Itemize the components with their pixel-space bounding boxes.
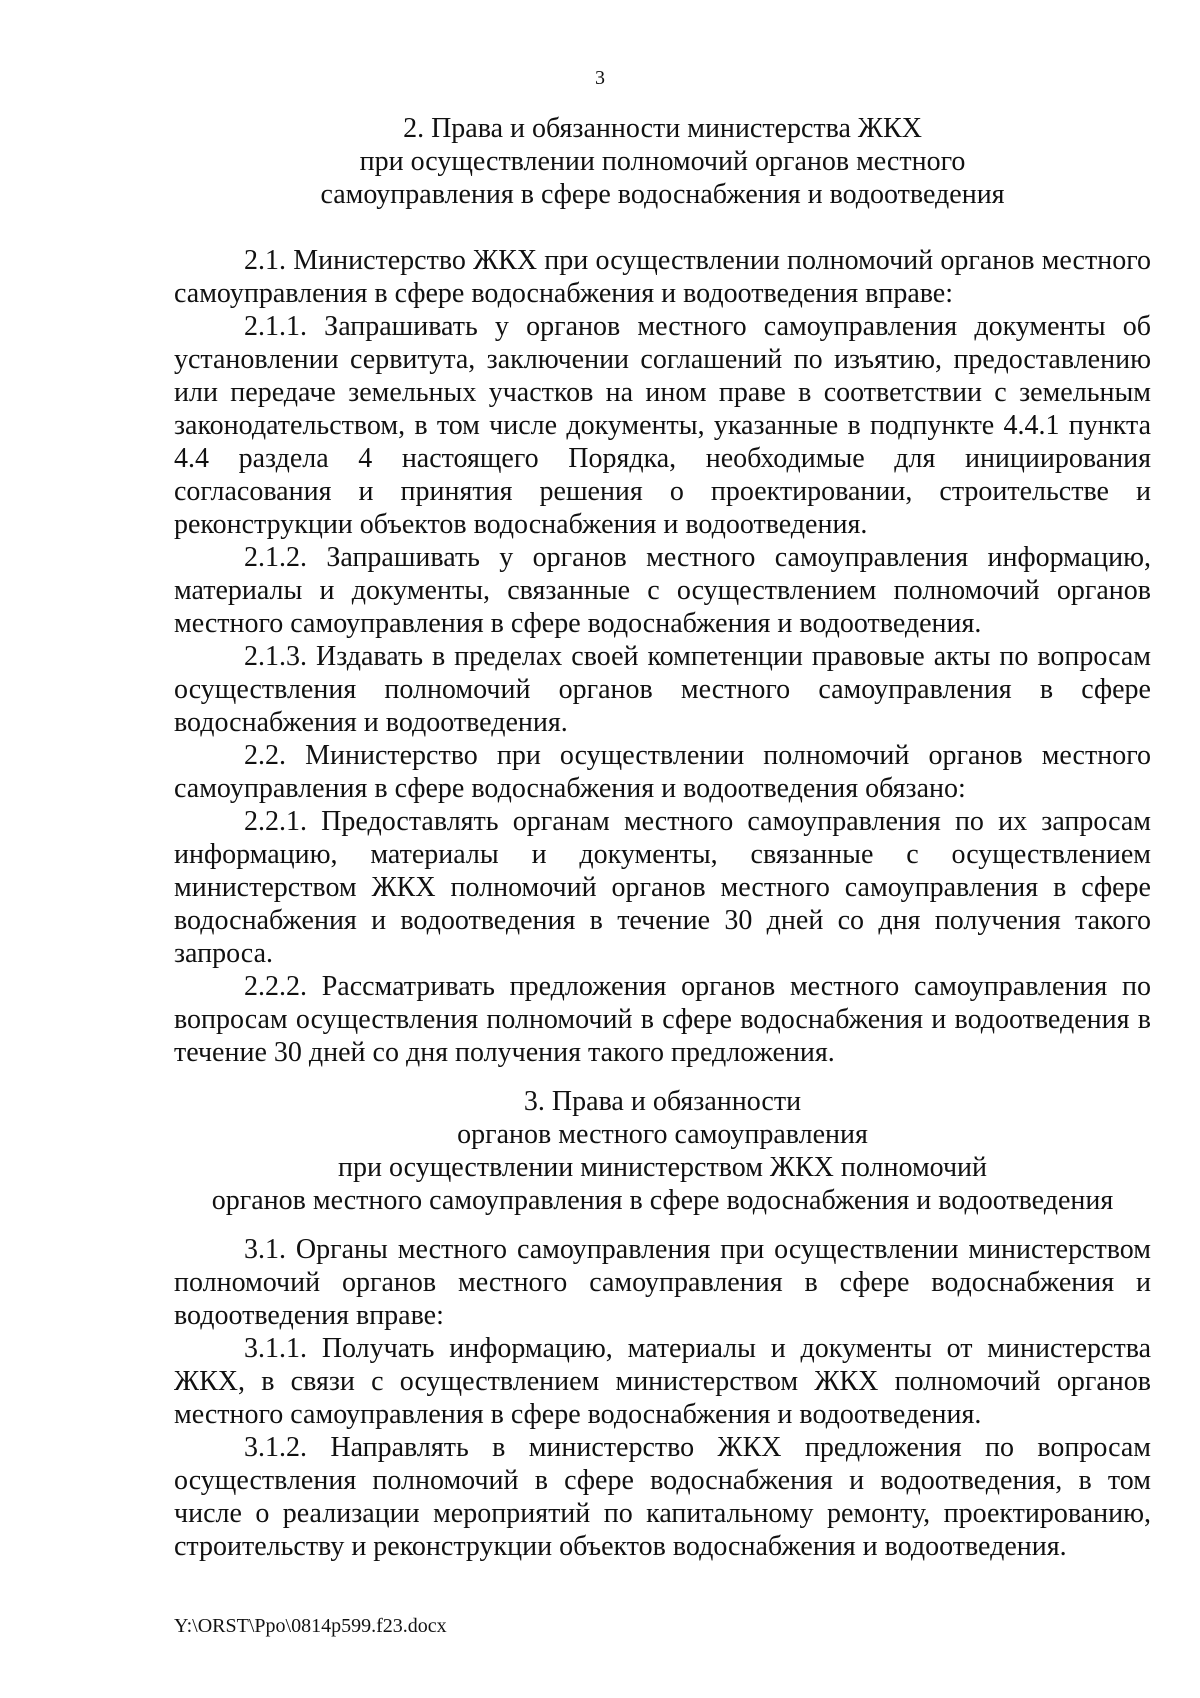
paragraph-3-1-1: 3.1.1. Получать информацию, материалы и документы от министерства ЖКХ, в связи с осуществлением министерством ЖКХ полномочий органов местного самоуправления в сфере водоснабжения и водоотведения. (174, 1333, 1151, 1430)
heading-line: самоуправления в сфере водоснабжения и водоотведения (320, 179, 1005, 210)
paragraph-3-1: 3.1. Органы местного самоуправления при осуществлении министерством полномочий органов местного самоуправления в сфере водоснабжения и водоотведения вправе: (174, 1234, 1151, 1331)
footer-file-path: Y:\ORST\Ppo\0814p599.f23.docx (174, 1615, 447, 1637)
paragraph-2-1-1: 2.1.1. Запрашивать у органов местного самоуправления документы об установлении сервитута, заключении соглашений по изъятию, предоставлению или передаче земельных участков на ином праве в соответствии с земельным законодательством, в том числе документы, указанные в подпункте 4.4.1 пункта 4.4 раздела 4 настоящего Порядка, необходимые для инициирования согласования и принятия решения о проектировании, строительстве и реконструкции объектов водоснабжения и водоотведения. (174, 311, 1151, 540)
heading-line: при осуществлении полномочий органов местного (359, 146, 966, 177)
paragraph-2-1-2: 2.1.2. Запрашивать у органов местного самоуправления информацию, материалы и документы, связанные с осуществлением полномочий органов местного самоуправления в сфере водоснабжения и водоотведения. (174, 542, 1151, 639)
document-body (174, 112, 1151, 1563)
paragraph-2-2-1: 2.2.1. Предоставлять органам местного самоуправления по их запросам информацию, материалы и документы, связанные с осуществлением министерством ЖКХ полномочий органов местного самоуправления в сфере водоснабжения и водоотведения в течение 30 дней со дня получения такого запроса. (174, 806, 1151, 969)
section-3-heading (174, 1085, 1151, 1217)
paragraph-2-1-3: 2.1.3. Издавать в пределах своей компетенции правовые акты по вопросам осуществления полномочий органов местного самоуправления в сфере водоснабжения и водоотведения. (174, 641, 1151, 738)
heading-line: при осуществлении министерством ЖКХ полномочий (338, 1152, 987, 1183)
paragraph-2-1: 2.1. Министерство ЖКХ при осуществлении полномочий органов местного самоуправления в сфере водоснабжения и водоотведения вправе: (174, 245, 1151, 309)
heading-line: органов местного самоуправления (457, 1119, 868, 1150)
paragraph-2-2: 2.2. Министерство при осуществлении полномочий органов местного самоуправления в сфере водоснабжения и водоотведения обязано: (174, 740, 1151, 804)
section-2-heading (174, 112, 1151, 211)
paragraph-2-2-2: 2.2.2. Рассматривать предложения органов местного самоуправления по вопросам осуществления полномочий в сфере водоснабжения и водоотведения в течение 30 дней со дня получения такого предложения. (174, 971, 1151, 1068)
heading-line: органов местного самоуправления в сфере водоснабжения и водоотведения (211, 1185, 1114, 1216)
heading-line: 3. Права и обязанности (523, 1086, 802, 1117)
page-number: 3 (595, 67, 605, 89)
heading-line: 2. Права и обязанности министерства ЖКХ (403, 113, 922, 144)
paragraph-3-1-2: 3.1.2. Направлять в министерство ЖКХ предложения по вопросам осуществления полномочий в сфере водоснабжения и водоотведения, в том числе о реализации мероприятий по капитальному ремонту, проектированию, строительству и реконструкции объектов водоснабжения и водоотведения. (174, 1432, 1151, 1562)
